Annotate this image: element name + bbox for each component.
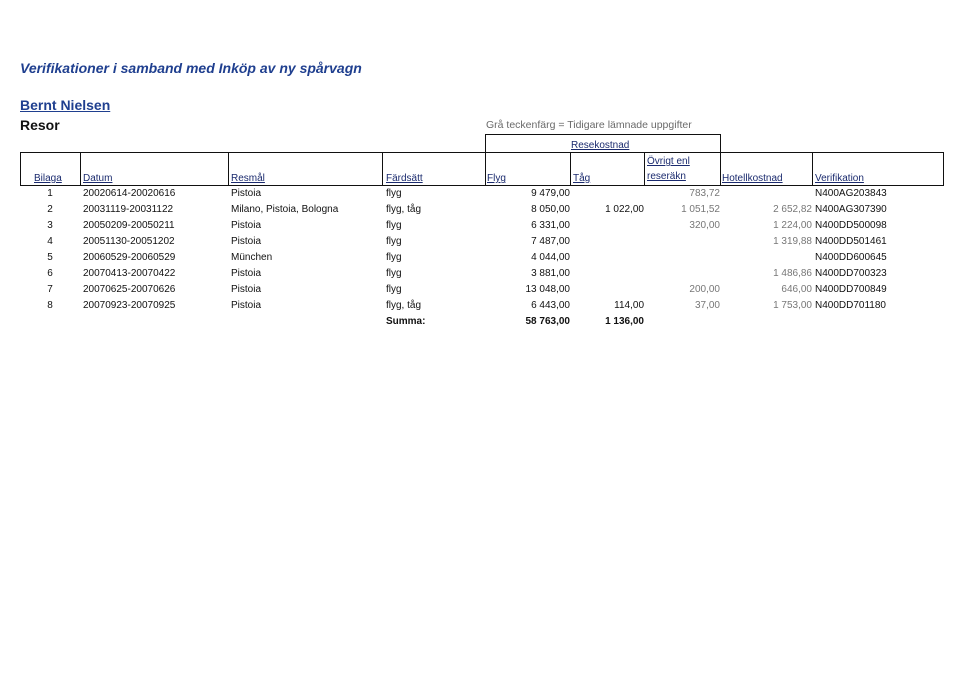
header-bilaga: Bilaga <box>34 173 62 184</box>
header-tag: Tåg <box>573 173 591 184</box>
cell-verifikation: N400DD700323 <box>815 268 887 279</box>
header-verifikation: Verifikation <box>815 173 864 184</box>
cell-bilaga: 3 <box>47 220 53 231</box>
header-ovrigt-line2: reseräkn <box>647 171 686 182</box>
cell-datum: 20050209-20050211 <box>83 220 175 231</box>
cell-fardsatt: flyg <box>386 284 402 295</box>
table-row <box>20 188 944 204</box>
grid-line <box>812 152 813 186</box>
header-resmal: Resmål <box>231 173 265 184</box>
cell-ovrigt: 320,00 <box>689 220 720 231</box>
cell-resmal: Pistoia <box>231 220 262 231</box>
cell-hotellkostnad: 1 224,00 <box>773 220 812 231</box>
section-heading: Resor <box>20 117 60 133</box>
cell-fardsatt: flyg, tåg <box>386 300 422 311</box>
cell-flyg: 7 487,00 <box>531 236 570 247</box>
grid-line <box>943 152 944 186</box>
cell-tag: 114,00 <box>614 300 644 311</box>
grid-line <box>80 152 81 186</box>
cell-verifikation: N400DD701180 <box>815 300 886 311</box>
table-row <box>20 300 944 316</box>
summary-flyg: 58 763,00 <box>525 316 570 327</box>
travel-expense-table <box>20 134 944 334</box>
group-header-resekostnad: Resekostnad <box>571 140 630 151</box>
cell-fardsatt: flyg <box>386 188 402 199</box>
cell-flyg: 9 479,00 <box>531 188 570 199</box>
cell-ovrigt: 783,72 <box>689 188 720 199</box>
summary-label: Summa: <box>386 316 426 327</box>
cell-resmal: Pistoia <box>231 188 262 199</box>
table-row <box>20 236 944 252</box>
cell-bilaga: 7 <box>47 284 53 295</box>
cell-ovrigt: 200,00 <box>689 284 720 295</box>
header-hotellkostnad: Hotellkostnad <box>722 173 783 184</box>
cell-resmal: Pistoia <box>231 268 262 279</box>
cell-fardsatt: flyg <box>386 236 402 247</box>
cell-fardsatt: flyg <box>386 220 402 231</box>
cell-bilaga: 8 <box>47 300 53 311</box>
cell-fardsatt: flyg, tåg <box>386 204 422 215</box>
cell-ovrigt: 37,00 <box>694 300 720 311</box>
table-row <box>20 204 944 220</box>
cell-datum: 20060529-20060529 <box>83 252 176 263</box>
grid-line <box>570 152 571 186</box>
cell-datum: 20031119-20031122 <box>83 204 174 215</box>
cell-flyg: 3 881,00 <box>531 268 570 279</box>
header-ovrigt-line1: Övrigt enl <box>647 156 690 167</box>
grid-line <box>485 134 486 186</box>
grid-line <box>20 152 21 186</box>
cell-ovrigt: 1 051,52 <box>681 204 720 215</box>
grid-line <box>644 152 645 186</box>
grid-line <box>720 134 721 186</box>
table-row <box>20 220 944 236</box>
color-note: Grå teckenfärg = Tidigare lämnade uppgifter <box>486 119 692 131</box>
cell-datum: 20020614-20020616 <box>83 188 176 199</box>
cell-hotellkostnad: 2 652,82 <box>773 204 812 215</box>
grid-line <box>20 152 944 153</box>
cell-bilaga: 1 <box>47 188 53 199</box>
summary-row <box>20 316 944 332</box>
cell-datum: 20051130-20051202 <box>83 236 175 247</box>
cell-datum: 20070625-20070626 <box>83 284 176 295</box>
cell-resmal: Pistoia <box>231 284 262 295</box>
header-flyg: Flyg <box>487 173 506 184</box>
grid-line <box>228 152 229 186</box>
cell-datum: 20070413-20070422 <box>83 268 176 279</box>
cell-bilaga: 5 <box>47 252 53 263</box>
table-row <box>20 284 944 300</box>
document-title: Verifikationer i samband med Inköp av ny spårvagn <box>20 60 362 76</box>
cell-verifikation: N400AG307390 <box>815 204 887 215</box>
cell-datum: 20070923-20070925 <box>83 300 176 311</box>
cell-fardsatt: flyg <box>386 252 402 263</box>
cell-verifikation: N400DD600645 <box>815 252 887 263</box>
cell-verifikation: N400AG203843 <box>815 188 887 199</box>
cell-hotellkostnad: 1 753,00 <box>773 300 812 311</box>
cell-flyg: 6 331,00 <box>531 220 570 231</box>
cell-verifikation: N400DD500098 <box>815 220 887 231</box>
cell-hotellkostnad: 1 486,86 <box>773 268 812 279</box>
cell-bilaga: 4 <box>47 236 53 247</box>
cell-resmal: Pistoia <box>231 300 262 311</box>
header-datum: Datum <box>83 173 113 184</box>
cell-resmal: Pistoia <box>231 236 262 247</box>
cell-resmal: München <box>231 252 273 263</box>
table-row <box>20 252 944 268</box>
cell-flyg: 13 048,00 <box>525 284 570 295</box>
grid-line <box>20 185 944 186</box>
grid-line <box>382 152 383 186</box>
cell-bilaga: 6 <box>47 268 53 279</box>
cell-flyg: 8 050,00 <box>531 204 570 215</box>
cell-fardsatt: flyg <box>386 268 402 279</box>
cell-tag: 1 022,00 <box>605 204 644 215</box>
cell-flyg: 6 443,00 <box>531 300 570 311</box>
cell-verifikation: N400DD501461 <box>815 236 887 247</box>
summary-tag: 1 136,00 <box>605 316 644 327</box>
cell-hotellkostnad: 1 319,88 <box>773 236 812 247</box>
cell-verifikation: N400DD700849 <box>815 284 887 295</box>
header-ovrigt <box>647 156 690 183</box>
table-row <box>20 268 944 284</box>
cell-bilaga: 2 <box>47 204 53 215</box>
grid-line <box>485 134 720 135</box>
cell-resmal: Milano, Pistoia, Bologna <box>231 204 339 215</box>
header-fardsatt: Färdsätt <box>386 173 423 184</box>
cell-flyg: 4 044,00 <box>531 252 570 263</box>
person-name: Bernt Nielsen <box>20 97 111 113</box>
cell-hotellkostnad: 646,00 <box>781 284 812 295</box>
